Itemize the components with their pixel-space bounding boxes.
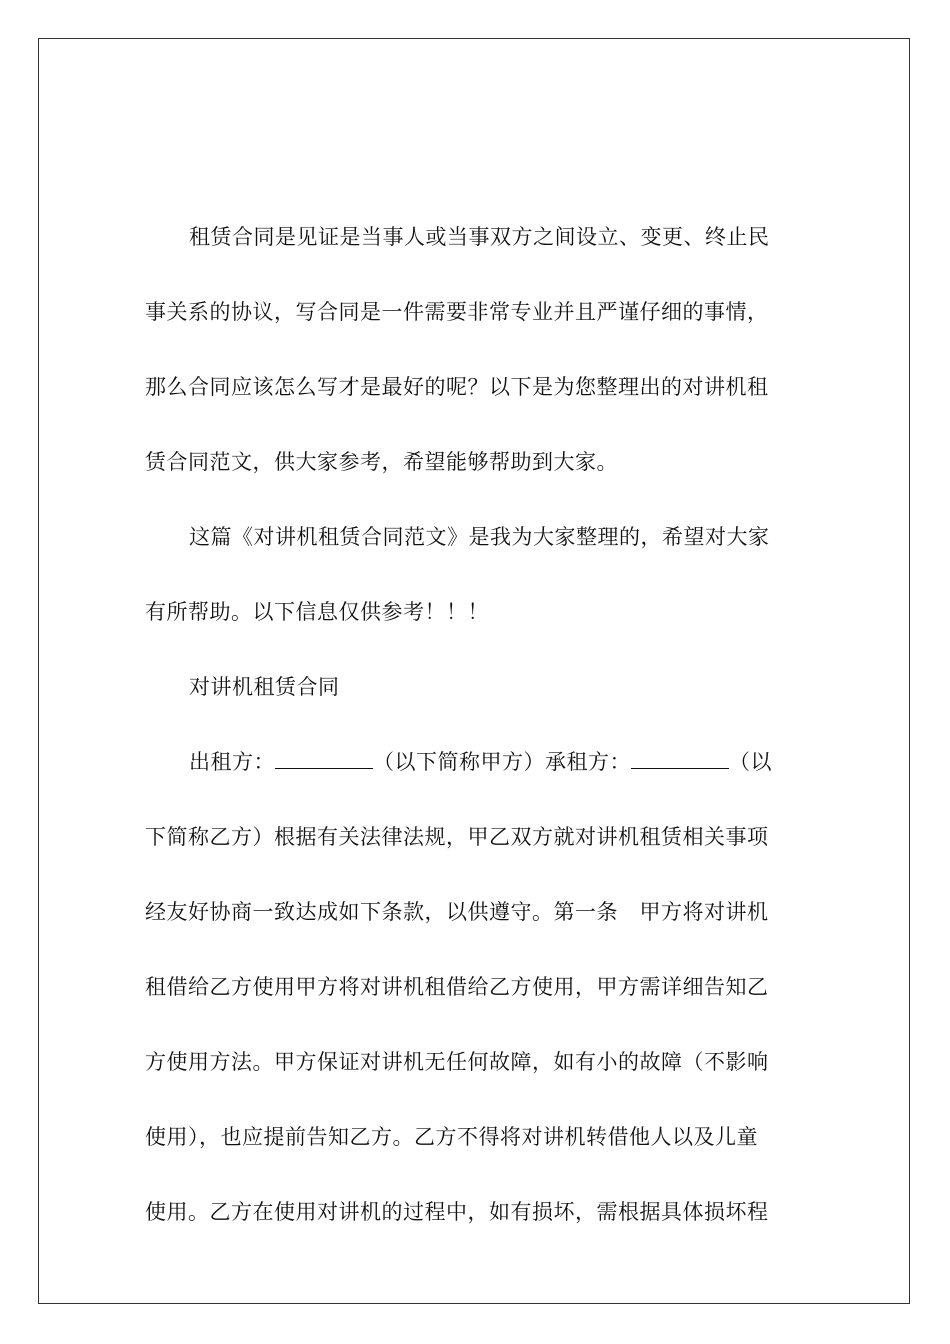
lessor-name-blank — [275, 748, 373, 769]
text-line: 这篇《对讲机租赁合同范文》是我为大家整理的，希望对大家 — [189, 525, 770, 549]
intro-paragraph — [145, 200, 795, 500]
parties-line — [145, 725, 795, 800]
text-line: 事关系的协议，写合同是一件需要非常专业并且严谨仔细的事情， — [145, 300, 769, 324]
lessor-label: 出租方： — [189, 750, 275, 774]
text-line: 租借给乙方使用甲方将对讲机租借给乙方使用，甲方需详细告知乙 — [145, 975, 769, 999]
text-line: 有所帮助。以下信息仅供参考！！！ — [145, 600, 489, 624]
lessee-suffix: （以 — [729, 750, 772, 774]
text-line: 赁合同范文，供大家参考，希望能够帮助到大家。 — [145, 450, 618, 474]
lessee-name-blank — [631, 748, 729, 769]
contract-body-paragraph — [145, 725, 795, 1250]
text-line: 使用），也应提前告知乙方。乙方不得将对讲机转借他人以及儿童 — [145, 1125, 758, 1149]
text-line: 方使用方法。甲方保证对讲机无任何故障，如有小的故障（不影响 — [145, 1050, 769, 1074]
contract-title: 对讲机租赁合同 — [189, 675, 340, 699]
text-line: 使用。乙方在使用对讲机的过程中，如有损坏，需根据具体损坏程 — [145, 1200, 769, 1224]
text-line: 下简称乙方）根据有关法律法规，甲乙双方就对讲机租赁相关事项 — [145, 825, 769, 849]
text-line: 租赁合同是见证是当事人或当事双方之间设立、变更、终止民 — [189, 225, 770, 249]
note-paragraph — [145, 500, 795, 650]
text-line: 经友好协商一致达成如下条款，以供遵守。第一条 甲方将对讲机 — [145, 900, 769, 924]
text-line: 那么合同应该怎么写才是最好的呢？以下是为您整理出的对讲机租 — [145, 375, 769, 399]
document-body — [145, 200, 795, 1250]
lessor-suffix: （以下简称甲方）承租方： — [373, 750, 631, 774]
